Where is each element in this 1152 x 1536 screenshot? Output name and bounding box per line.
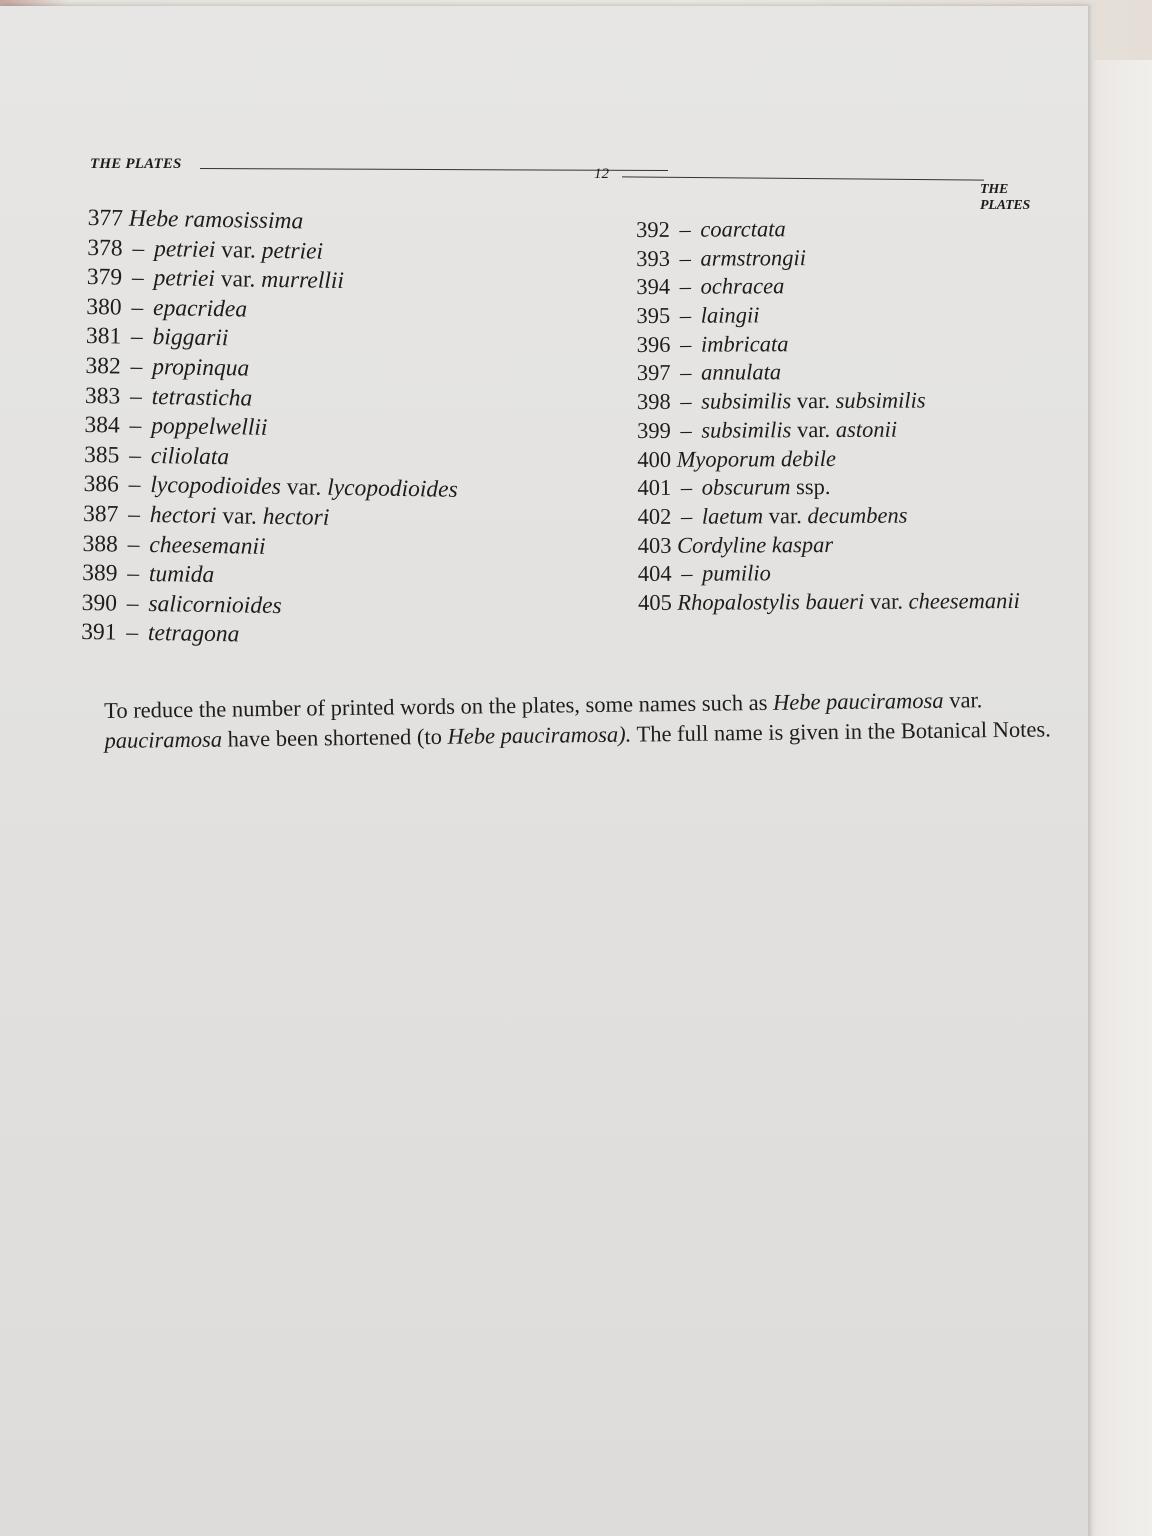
plate-epithet: cheesemanii xyxy=(149,531,266,560)
plate-epithet: tumida xyxy=(148,561,215,589)
plate-number: 381 xyxy=(85,323,122,350)
plate-dash: – xyxy=(130,324,143,351)
plate-number: 384 xyxy=(84,412,120,439)
plate-epithet: hectori xyxy=(149,501,217,529)
plate-epithet: epacridea xyxy=(152,294,248,323)
plate-entry xyxy=(637,443,1067,474)
plate-entry xyxy=(637,415,1067,446)
plate-dash: – xyxy=(679,331,692,357)
plate-entry xyxy=(638,558,1068,589)
plate-genus: Rhopalostylis xyxy=(677,589,800,615)
plate-infraspecific-name: hectori xyxy=(262,503,330,531)
plate-number: 391 xyxy=(81,619,117,646)
plate-number: 385 xyxy=(83,441,120,469)
plate-number: 392 xyxy=(636,216,670,242)
plate-dash: – xyxy=(680,360,692,386)
plate-number: 404 xyxy=(637,561,672,587)
plate-dash: – xyxy=(681,560,693,587)
plate-epithet: tetrasticha xyxy=(151,383,253,412)
plates-list-right xyxy=(636,214,1068,618)
plate-entry xyxy=(636,300,1066,331)
plate-dash: – xyxy=(130,353,143,380)
plate-epithet: coarctata xyxy=(700,216,786,242)
plate-epithet: debile xyxy=(780,445,837,471)
plate-epithet: petriei xyxy=(153,265,216,293)
note-text: var. xyxy=(943,687,983,713)
plate-entry xyxy=(637,357,1067,388)
note-paragraph xyxy=(104,684,1065,756)
plate-epithet: tetragona xyxy=(147,620,240,648)
plate-epithet: petriei xyxy=(153,235,216,263)
plate-infraspecific-name: petriei xyxy=(261,237,324,265)
plate-genus: Myoporum xyxy=(676,445,776,472)
plate-number: 386 xyxy=(83,471,120,498)
note-italic-name: pauciramosa xyxy=(104,726,223,753)
plate-rank: var. xyxy=(869,588,904,614)
plate-entry xyxy=(638,587,1068,618)
plate-dash: – xyxy=(680,474,693,500)
plate-entry xyxy=(637,472,1067,503)
plate-rank: var. xyxy=(220,266,256,293)
plate-dash: – xyxy=(131,294,144,321)
running-head-right: THE PLATES xyxy=(980,182,1031,213)
plate-entry xyxy=(636,242,1066,273)
note-text: have been shortened (to xyxy=(221,723,448,752)
plate-dash: – xyxy=(129,383,143,410)
plate-dash: – xyxy=(128,472,141,499)
plate-epithet: obscurum xyxy=(701,474,791,500)
plate-number: 393 xyxy=(636,245,671,271)
plate-dash: – xyxy=(680,388,692,414)
plate-epithet: biggarii xyxy=(152,324,229,352)
plate-entry xyxy=(638,501,1068,532)
note-italic-name: Hebe pauciramosa xyxy=(772,687,944,715)
plate-dash: – xyxy=(127,560,140,587)
plate-number: 405 xyxy=(637,589,672,615)
plate-number: 396 xyxy=(636,331,671,357)
plate-entry xyxy=(637,386,1067,417)
plate-number: 382 xyxy=(85,352,121,380)
plate-rank: var. xyxy=(221,236,257,264)
plate-rank: var. xyxy=(222,503,258,530)
plate-epithet: lycopodioides xyxy=(150,472,282,501)
plate-rank: var. xyxy=(796,388,831,414)
plate-dash: – xyxy=(679,274,692,300)
plate-epithet: ciliolata xyxy=(150,442,230,470)
plate-infraspecific-name: decumbens xyxy=(807,502,908,528)
plate-dash: – xyxy=(127,531,140,558)
book-page xyxy=(0,6,1088,1536)
plate-dash: – xyxy=(126,619,139,647)
plate-number: 398 xyxy=(636,388,671,415)
plate-entry xyxy=(638,529,1068,560)
page-number: 12 xyxy=(594,166,609,182)
plate-epithet: laetum xyxy=(701,503,764,529)
plate-number: 401 xyxy=(637,475,672,501)
plates-list-left xyxy=(81,204,618,656)
plate-genus: Cordyline xyxy=(677,531,767,558)
plate-dash: – xyxy=(129,412,142,440)
plate-entry xyxy=(636,271,1066,302)
plate-epithet: subsimilis xyxy=(701,417,792,443)
plate-number: 395 xyxy=(636,302,671,329)
plate-infraspecific-name: murrellii xyxy=(261,266,345,295)
plate-number: 389 xyxy=(81,560,118,587)
plate-number: 390 xyxy=(81,589,118,617)
plate-number: 377 xyxy=(87,204,124,232)
plate-number: 383 xyxy=(84,382,121,410)
plate-epithet: propinqua xyxy=(151,353,250,382)
plate-dash: – xyxy=(126,590,139,617)
plate-number: 379 xyxy=(86,264,123,291)
plate-dash: – xyxy=(679,245,691,271)
plate-epithet: subsimilis xyxy=(701,388,792,414)
running-head-left: THE PLATES xyxy=(90,156,182,172)
plate-dash: – xyxy=(131,264,144,292)
plate-epithet: pumilio xyxy=(702,560,771,586)
plate-number: 403 xyxy=(637,532,672,558)
plate-epithet: baueri xyxy=(805,588,865,615)
plate-dash: – xyxy=(132,235,145,262)
plate-epithet: imbricata xyxy=(700,330,789,357)
plate-entry xyxy=(637,328,1067,359)
plate-rank: var. xyxy=(796,416,831,442)
plate-number: 387 xyxy=(82,500,119,528)
running-head-rule-right xyxy=(622,176,984,180)
plate-epithet: ramosissima xyxy=(184,206,304,235)
plate-number: 399 xyxy=(637,417,671,443)
plate-rank: ssp. xyxy=(795,474,831,500)
plate-dash: – xyxy=(128,501,141,528)
note-text: The full name is given in the Botanical Notes. xyxy=(631,716,1051,747)
plate-genus: Hebe xyxy=(128,205,179,233)
page-edge xyxy=(1088,6,1094,1536)
plate-number: 394 xyxy=(636,274,671,300)
plate-dash: – xyxy=(679,302,692,328)
plate-epithet: kaspar xyxy=(771,531,834,557)
plate-dash: – xyxy=(128,442,142,469)
running-head xyxy=(90,156,1058,213)
plate-number: 397 xyxy=(636,360,671,386)
plate-epithet: ochracea xyxy=(700,273,785,300)
plate-epithet: salicornioides xyxy=(148,590,282,619)
plate-number: 380 xyxy=(86,293,122,321)
plate-entry xyxy=(636,214,1066,245)
plate-infraspecific-name: lycopodioides xyxy=(326,475,458,504)
plate-dash: – xyxy=(679,216,691,242)
plate-rank: var. xyxy=(286,474,322,502)
plate-infraspecific-name: cheesemanii xyxy=(908,587,1020,614)
plate-number: 400 xyxy=(637,446,672,472)
note-text: To reduce the number of printed words on the plates, some names such as xyxy=(104,689,774,723)
plate-number: 378 xyxy=(87,234,123,262)
plate-infraspecific-name: astonii xyxy=(835,416,898,442)
plate-epithet: armstrongii xyxy=(700,244,806,271)
plate-infraspecific-name: subsimilis xyxy=(835,387,926,414)
plate-dash: – xyxy=(680,417,692,443)
plate-rank: var. xyxy=(768,503,802,529)
plate-dash: – xyxy=(680,503,693,529)
plate-number: 388 xyxy=(82,530,119,558)
plate-epithet: poppelwellii xyxy=(151,413,268,442)
plate-number: 402 xyxy=(637,503,672,529)
plate-epithet: annulata xyxy=(701,359,782,386)
note-italic-name: Hebe pauciramosa). xyxy=(447,721,632,749)
plate-epithet: laingii xyxy=(700,302,760,328)
